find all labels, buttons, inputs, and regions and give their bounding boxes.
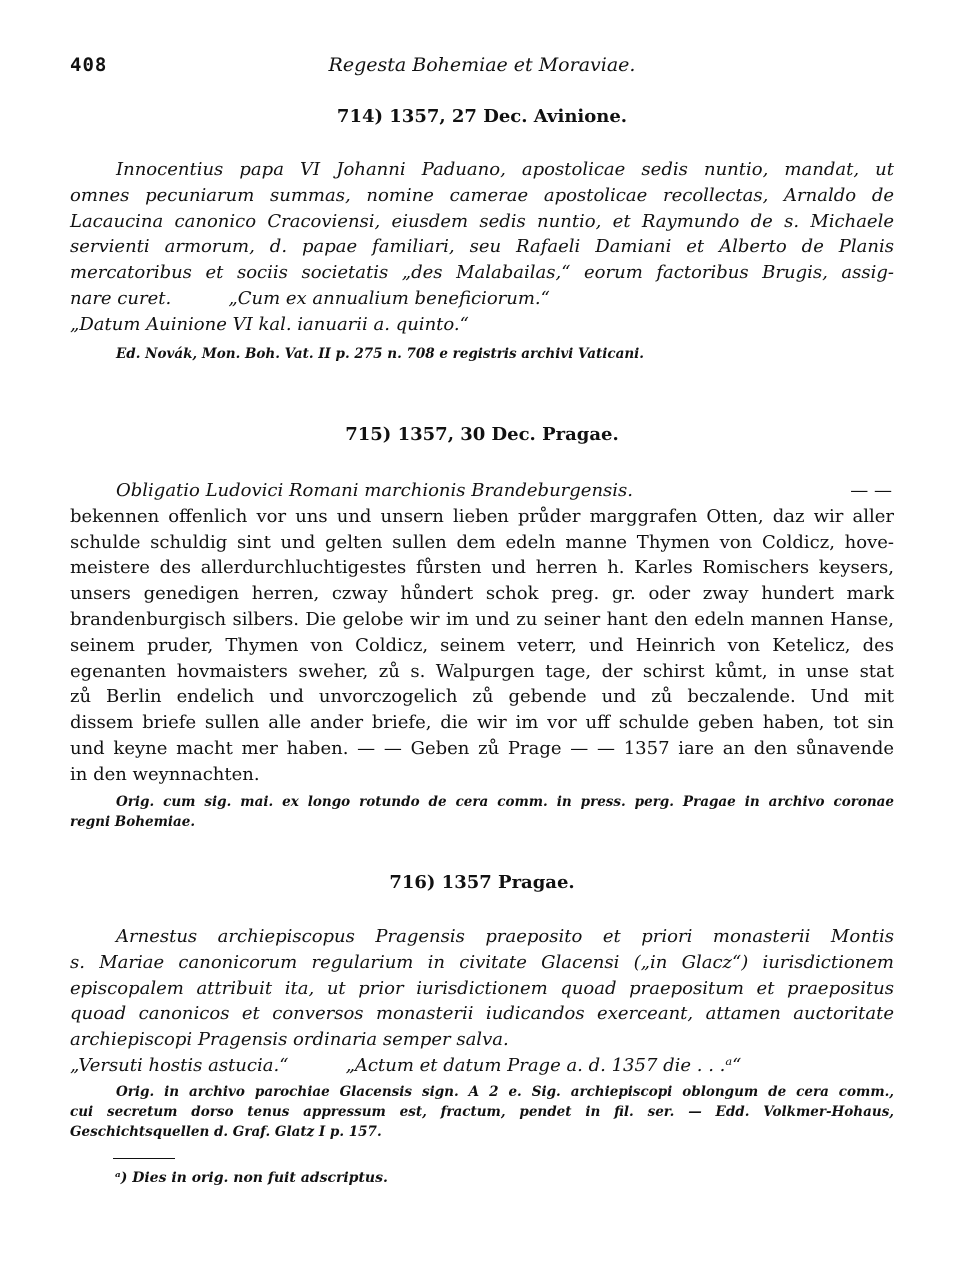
text-line: zů Berlin endelich und unvorczogelich zů gebende und zů beczalende. Und mit xyxy=(70,686,894,708)
text-line: brandenburgisch silbers. Die gelobe wir im und zu seiner hant den edeln mannen Hanse, xyxy=(70,608,894,630)
text-line: servienti armorum, d. papae familiari, seu Rafaeli Damiani et Alberto de Planis xyxy=(70,236,894,258)
text-line: Innocentius papa VI Johanni Paduano, apostolicae sedis nuntio, mandat, ut xyxy=(116,159,894,180)
text-line: in den weynnachten. xyxy=(70,763,260,785)
text-line: omnes pecuniarum summas, nomine camerae apostolicae recollectas, Arnaldo de xyxy=(70,184,894,206)
source-note-715 xyxy=(70,792,894,832)
text-line: archiepiscopi Pragensis ordinaria semper salva. xyxy=(70,1029,509,1051)
page-number: 408 xyxy=(70,54,108,76)
footnote: ᵃ) Dies in orig. non fuit adscriptus. xyxy=(115,1170,388,1186)
text-line: seinem pruder, Thymen von Coldicz, seinem veterr, und Heinrich von Ketelicz, des xyxy=(70,634,894,656)
page-header xyxy=(70,54,894,84)
entry-text-716 xyxy=(70,924,894,1079)
source-line: Orig. cum sig. mai. ex longo rotundo de cera comm. in press. perg. Pragae in archivo coronae xyxy=(116,794,894,810)
text-line: unsers genedigen herren, czway hůndert schok preg. gr. oder zway hundert mark xyxy=(70,583,894,605)
running-title: Regesta Bohemiae et Moraviae. xyxy=(328,54,636,76)
text-line: quoad canonicos et conversos monasterii iudicandos exerceant, attamen auctoritate xyxy=(70,1003,894,1025)
entry-text-715 xyxy=(70,478,894,788)
text-line: und keyne macht mer haben. — — Geben zů Prage — — 1357 iare an den sůnavende xyxy=(70,737,894,759)
entry-heading-714: 714) 1357, 27 Dec. Avinione. xyxy=(336,106,628,127)
entry-text-714 xyxy=(70,157,894,338)
source-line: cui secretum dorso tenus appressum est, fractum, pendet in fil. ser. — Edd. Volkmer-Hohaus, xyxy=(70,1104,894,1120)
summary-dash: — — xyxy=(850,480,892,501)
text-line: schulde schuldig sint und gelten sullen dem edeln manne Thymen von Coldicz, hove- xyxy=(70,531,894,553)
text-line: s. Mariae canonicorum regularium in civitate Glacensi („in Glacz“) iurisdictionem xyxy=(70,951,894,973)
text-line: „Datum Auinione VI kal. ianuarii a. quinto.“ xyxy=(70,313,469,335)
text-line: bekennen offenlich vor uns und unsern lieben průder marggrafen Otten, daz wir aller xyxy=(70,505,894,527)
source-line: Ed. Novák, Mon. Boh. Vat. II p. 275 n. 708 e registris archivi Vaticani. xyxy=(116,346,644,362)
text-line: „Versuti hostis astucia.“ „Actum et datum Prage a. d. 1357 die . . .ᵃ“ xyxy=(70,1054,742,1076)
entry-heading-716: 716) 1357 Pragae. xyxy=(389,872,575,893)
text-line: nare curet. „Cum ex annualium beneficiorum.“ xyxy=(70,287,550,309)
source-line: regni Bohemiae. xyxy=(70,814,196,830)
text-line: meistere des allerdurchluchtigestes fůrsten und herren h. Karles Romischers keysers, xyxy=(70,557,894,579)
text-line: Arnestus archiepiscopus Pragensis praeposito et priori monasterii Montis xyxy=(116,926,894,947)
source-note-714 xyxy=(116,344,940,364)
summary-line xyxy=(70,478,894,504)
entry-heading-715: 715) 1357, 30 Dec. Pragae. xyxy=(345,424,619,445)
text-line: dissem briefe sullen alle ander briefe, die wir im vor uff schulde geben haben, tot sin xyxy=(70,712,894,734)
text-line: egenanten hovmaisters sweher, zů s. Walpurgen tage, der schirst kůmt, in unse stat xyxy=(70,660,894,682)
source-line: Geschichtsquellen d. Graf. Glatz I p. 157. xyxy=(70,1124,382,1140)
source-line: Orig. in archivo parochiae Glacensis sign. A 2 e. Sig. archiepiscopi oblongum de cera comm., xyxy=(116,1084,894,1100)
text-line: Lacaucina canonico Cracoviensi, eiusdem sedis nuntio, et Raymundo de s. Michaele xyxy=(70,210,894,232)
source-note-716 xyxy=(70,1082,894,1142)
text-line: episcopalem attribuit ita, ut prior iurisdictionem quoad praepositum et praepositus xyxy=(70,977,894,999)
entry-summary: Obligatio Ludovici Romani marchionis Brandeburgensis. xyxy=(116,480,633,501)
text-line: mercatoribus et sociis societatis „des Malabailas,“ eorum factoribus Brugis, assig- xyxy=(70,262,894,284)
footnote-rule xyxy=(113,1158,175,1159)
